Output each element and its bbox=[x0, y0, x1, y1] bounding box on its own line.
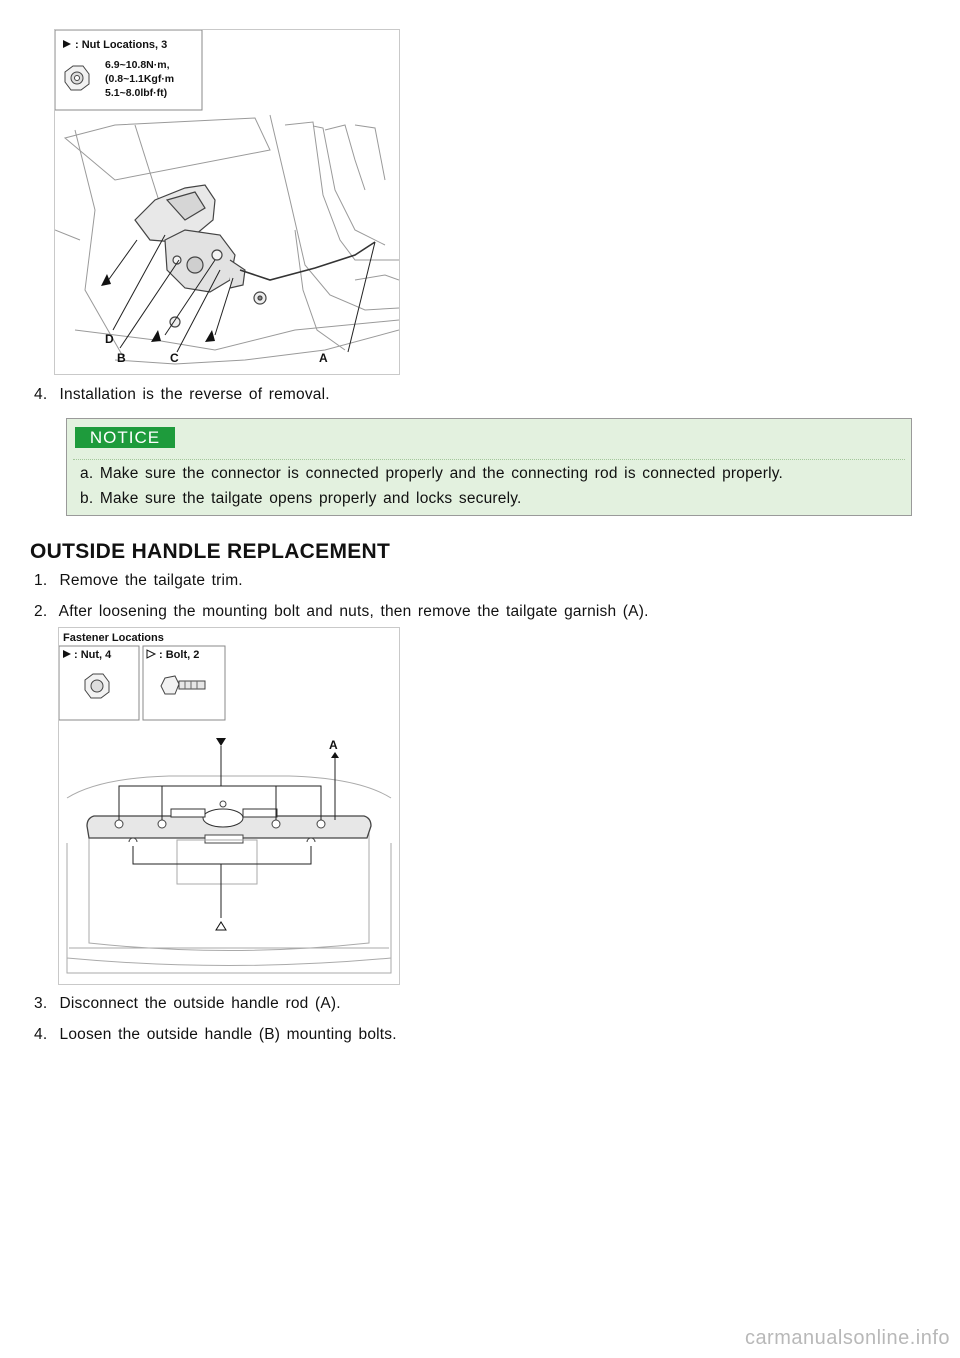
section-title: OUTSIDE HANDLE REPLACEMENT bbox=[30, 540, 391, 563]
nut-icon bbox=[85, 674, 109, 698]
nut-count-label: : Nut, 4 bbox=[74, 649, 112, 661]
step-remove-trim: 1. Remove the tailgate trim. bbox=[34, 572, 243, 589]
notice-item-a: a. Make sure the connector is connected properly and the connecting rod is connected properly. bbox=[80, 465, 784, 482]
license-plate-area bbox=[177, 840, 257, 884]
figure-tailgate-latch bbox=[54, 29, 400, 375]
callout-arrow-icon bbox=[331, 752, 339, 758]
notice-item-b: b. Make sure the tailgate opens properly and locks securely. bbox=[80, 490, 522, 507]
callout-b: B bbox=[117, 351, 126, 365]
step-disconnect-rod: 3. Disconnect the outside handle rod (A). bbox=[34, 995, 341, 1012]
step-remove-garnish: 2. After loosening the mounting bolt and nuts, then remove the tailgate garnish (A). bbox=[34, 603, 649, 620]
callout-a: A bbox=[329, 738, 338, 752]
leader-lines bbox=[107, 235, 375, 352]
tailgate-outline bbox=[67, 776, 391, 973]
step-installation: 4. Installation is the reverse of removal. bbox=[34, 386, 330, 403]
nut-locations-label: : Nut Locations, 3 bbox=[75, 39, 168, 51]
connecting-rod bbox=[240, 242, 375, 280]
garnish-diagram bbox=[59, 628, 399, 984]
bolt-arrow-icon bbox=[216, 922, 226, 930]
figure-tailgate-garnish bbox=[58, 627, 400, 985]
latch-assembly bbox=[135, 185, 266, 327]
nut-arrow-icon bbox=[216, 738, 226, 746]
notice-box bbox=[66, 418, 912, 516]
bolt-count-label: : Bolt, 2 bbox=[159, 649, 200, 661]
latch-diagram bbox=[55, 30, 399, 374]
notice-divider bbox=[73, 459, 905, 460]
body-panel-lines bbox=[55, 115, 399, 364]
callout-a: A bbox=[319, 351, 328, 365]
fastener-header: Fastener Locations bbox=[63, 632, 164, 644]
callout-d: D bbox=[105, 332, 114, 346]
torque-line-3: 5.1~8.0lbf·ft) bbox=[105, 87, 168, 99]
step-loosen-bolts: 4. Loosen the outside handle (B) mounting bolts. bbox=[34, 1026, 397, 1043]
watermark: carmanualsonline.info bbox=[744, 1327, 950, 1349]
notice-badge: NOTICE bbox=[75, 427, 175, 448]
torque-line-2: (0.8~1.1Kgf·m bbox=[105, 73, 175, 85]
torque-line-1: 6.9~10.8N·m, bbox=[105, 59, 170, 71]
callout-c: C bbox=[170, 351, 179, 365]
nut-icon bbox=[65, 66, 89, 90]
